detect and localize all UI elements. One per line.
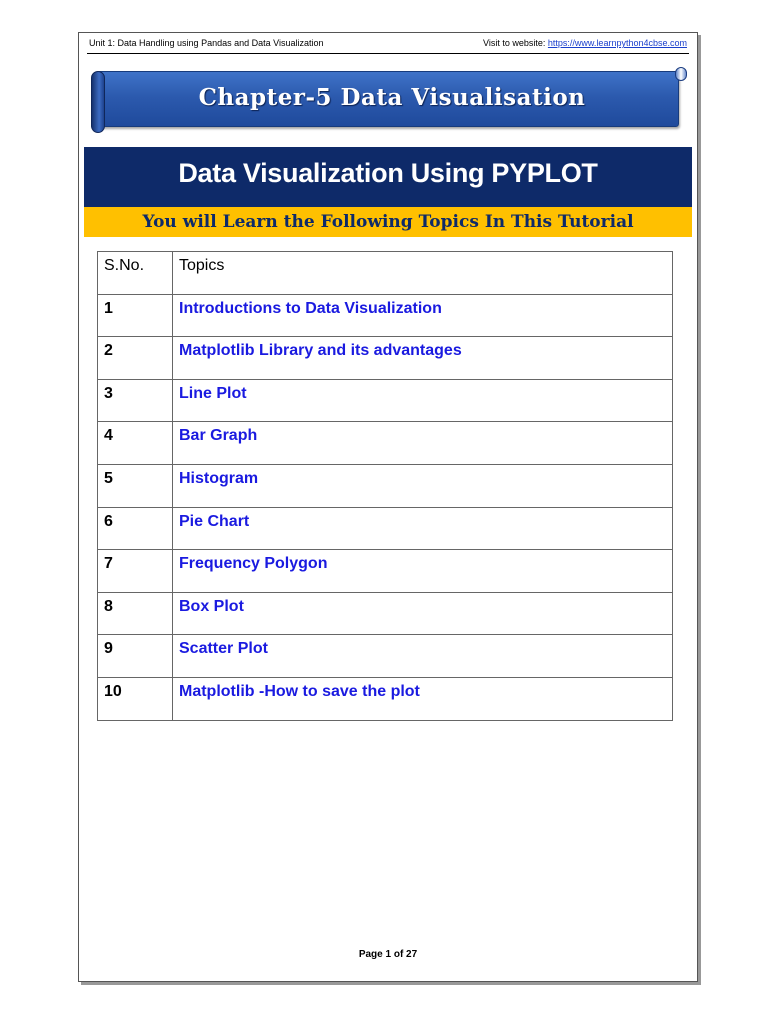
table-row [98,507,673,550]
chapter-banner [91,71,687,129]
row-sno: 4 [98,422,173,465]
topic-link[interactable]: Introductions to Data Visualization [173,294,673,337]
header-sno: S.No. [98,252,173,295]
table-row [98,379,673,422]
chapter-title: Chapter-5 Data Visualisation [198,84,586,111]
topic-link[interactable]: Pie Chart [173,507,673,550]
scroll-curl-left [91,71,105,133]
topics-table [97,251,673,721]
header-unit-title: Unit 1: Data Handling using Pandas and Data Visualization [89,38,324,48]
row-sno: 5 [98,464,173,507]
table-row [98,337,673,380]
header-website [483,33,687,53]
section-heading: Data Visualization Using PYPLOT [84,147,692,207]
topic-link[interactable]: Matplotlib -How to save the plot [173,677,673,720]
topic-link[interactable]: Histogram [173,464,673,507]
row-sno: 7 [98,550,173,593]
row-sno: 6 [98,507,173,550]
table-row [98,422,673,465]
row-sno: 9 [98,635,173,678]
row-sno: 3 [98,379,173,422]
row-sno: 2 [98,337,173,380]
topic-link[interactable]: Scatter Plot [173,635,673,678]
page-header [79,33,697,53]
header-website-label: Visit to website: [483,38,548,48]
topic-link[interactable]: Line Plot [173,379,673,422]
table-row [98,592,673,635]
topic-link[interactable]: Frequency Polygon [173,550,673,593]
topics-subheading: You will Learn the Following Topics In This Tutorial [84,207,692,237]
topic-link[interactable]: Matplotlib Library and its advantages [173,337,673,380]
table-row [98,635,673,678]
header-divider [87,53,689,54]
header-topics: Topics [173,252,673,295]
website-link[interactable]: https://www.learnpython4cbse.com [547,38,687,48]
document-page [78,32,698,982]
table-row [98,294,673,337]
table-header-row [98,252,673,295]
row-sno: 10 [98,677,173,720]
page-footer: Page 1 of 27 [358,949,418,960]
row-sno: 1 [98,294,173,337]
table-row [98,464,673,507]
topic-link[interactable]: Bar Graph [173,422,673,465]
topic-link[interactable]: Box Plot [173,592,673,635]
table-row [98,550,673,593]
table-row [98,677,673,720]
row-sno: 8 [98,592,173,635]
